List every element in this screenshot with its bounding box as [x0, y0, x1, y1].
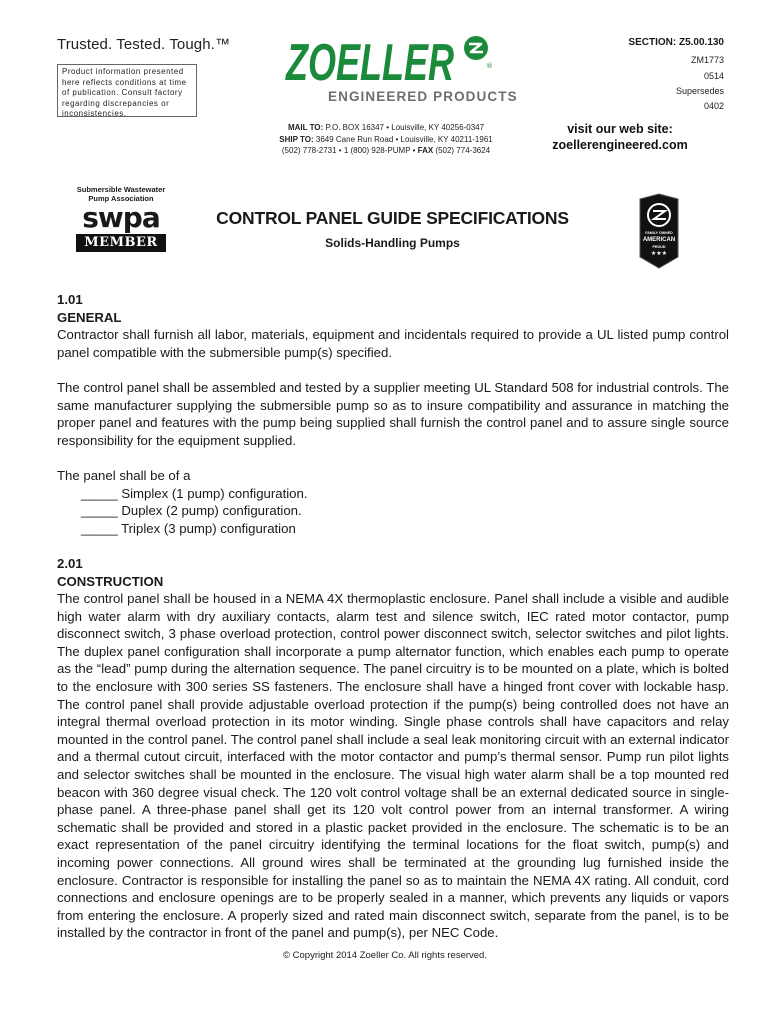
doc-date: 0514 — [703, 71, 724, 81]
swpa-wordmark: swpa — [82, 201, 160, 234]
section-1-number: 1.01 — [57, 292, 83, 307]
website-block — [530, 121, 710, 153]
brand-subtitle: ENGINEERED PRODUCTS — [328, 89, 518, 104]
contact-block — [245, 122, 527, 157]
brand-name: ZOELLER — [284, 34, 455, 89]
zoeller-logo — [282, 34, 518, 106]
swpa-member-logo — [73, 186, 169, 266]
title-block — [200, 208, 585, 250]
badge-line1: FAMILY OWNED — [645, 231, 673, 235]
zoeller-wordmark — [282, 34, 497, 89]
ship-line: SHIP TO: 3649 Cane Run Road • Louisville, KY 40211-1961 — [279, 134, 493, 144]
supersedes-value: 0402 — [703, 101, 724, 111]
mail-line: MAIL TO: P.O. BOX 16347 • Louisville, KY 40256-0347 — [287, 123, 485, 132]
disclaimer-box: Product information presented here reflects conditions at time of publication. Consult factory regarding discrepancies or inconsistencies. — [57, 64, 197, 117]
page-title: CONTROL PANEL GUIDE SPECIFICATIONS — [216, 208, 569, 228]
website-label: visit our web site: — [567, 122, 673, 136]
section-2-heading: CONSTRUCTION — [57, 573, 164, 589]
badge-stars: ★★★ — [650, 251, 668, 257]
section-2-number: 2.01 — [57, 555, 83, 571]
doc-code: ZM1773 — [690, 55, 724, 65]
supersedes-label: Supersedes — [675, 86, 724, 96]
family-owned-badge — [636, 193, 682, 269]
config-option-duplex: _____ Duplex (2 pump) configuration. — [81, 503, 302, 519]
section-2-paragraph-1: The control panel shall be housed in a NEMA 4X thermoplastic enclosure. Panel shall include a visible and audible high water alarm with dry auxiliary contacts, alarm test and silence switch, IEC rated motor contactor, pump disconnect switch, 3 phase overload protection, control power disconnect switch, selector switches and pilot lights. The duplex panel configuration shall incorporate a pump alternator function, which enables each pump to operate as the “lead” pump during the alternation sequence. The panel circuitry is to be mounted on a plate, which is bolted to the enclosure with 300 series SS fasteners. The enclosure shall have a hinged front cover with lockable hasp. The control panel shall provide adjustable overload protection if the pump(s) being controlled does not have an integral thermal overload protection in its motor winding. Single phase controls shall have capacitors and relay mounted in the control panel. The control panel shall include a seal leak monitoring circuit with an external indicator and a thermal cutout circuit, interfaced with the motor contactor and pump’s thermal sensor. Pump run pilot lights and selector switches shall be mounted in the enclosure. The visual high water alarm shall be a top mounted red beacon with 360 degree visual check. The 120 volt control voltage shall be an external dedicated source in single-phase panel. A three-phase panel shall get its 120 volt control power from an internal transformer. A wiring schematic shall be provided and stored in a plastic packet provided in the enclosure. The schematic is to be an exact representation of the panel circuitry identifying the terminal locations for the float switch, pump(s) and incoming power connections. All ground wires shall be terminated at the grounding lug furnished inside the enclosure. Contractor is responsible for installing the panel so as to maintain the NEMA 4X rating. All conduit, cord connections and enclosure openings are to be properly sealed in a manner, which prevents any liquids or vapors from entering the enclosure. A properly sized and rated main disconnect switch, separate from the panel, is to be installed by the contractor in front of the panel and pump(s), per NEC Code. — [57, 591, 729, 941]
badge-line3: PROUD — [652, 245, 666, 249]
section-label: SECTION: Z5.00.130 — [628, 37, 724, 48]
config-option-simplex: _____ Simplex (1 pump) configuration. — [81, 485, 308, 501]
section-1-paragraph-2: The control panel shall be assembled and tested by a supplier meeting UL Standard 508 for industrial controls. The same manufacturer supplying the submersible pump so as to insure compatibility and assurance in matching the proper panel and features with the pump being supplied shall furnish the control panel and to assure single source responsibility for the equipment supplied. — [57, 379, 729, 448]
tagline: Trusted. Tested. Tough.™ — [57, 36, 231, 53]
section-1-paragraph-3: The panel shall be of a — [57, 467, 191, 483]
section-1-heading: GENERAL — [57, 309, 122, 325]
config-option-triplex: _____ Triplex (3 pump) configuration — [81, 520, 296, 536]
swpa-association: Submersible Wastewater Pump Association — [76, 185, 166, 203]
section-1-paragraph-1: Contractor shall furnish all labor, materials, equipment and incidentals required to provide a UL listed pump control panel compatible with the submersible pump(s) specified. — [57, 327, 729, 360]
badge-line2: AMERICAN — [642, 237, 676, 243]
registered-icon: ® — [486, 62, 493, 70]
zoeller-emblem-icon — [464, 36, 488, 60]
swpa-member-label: MEMBER — [76, 234, 166, 252]
phone-line: (502) 778-2731 • 1 (800) 928-PUMP • FAX (502) 774-3624 — [281, 146, 491, 155]
website-url[interactable]: zoellerengineered.com — [552, 138, 688, 152]
spec-content — [57, 291, 729, 942]
page-subtitle: Solids-Handling Pumps — [325, 236, 460, 250]
copyright-footer: © Copyright 2014 Zoeller Co. All rights reserved. — [283, 950, 487, 961]
